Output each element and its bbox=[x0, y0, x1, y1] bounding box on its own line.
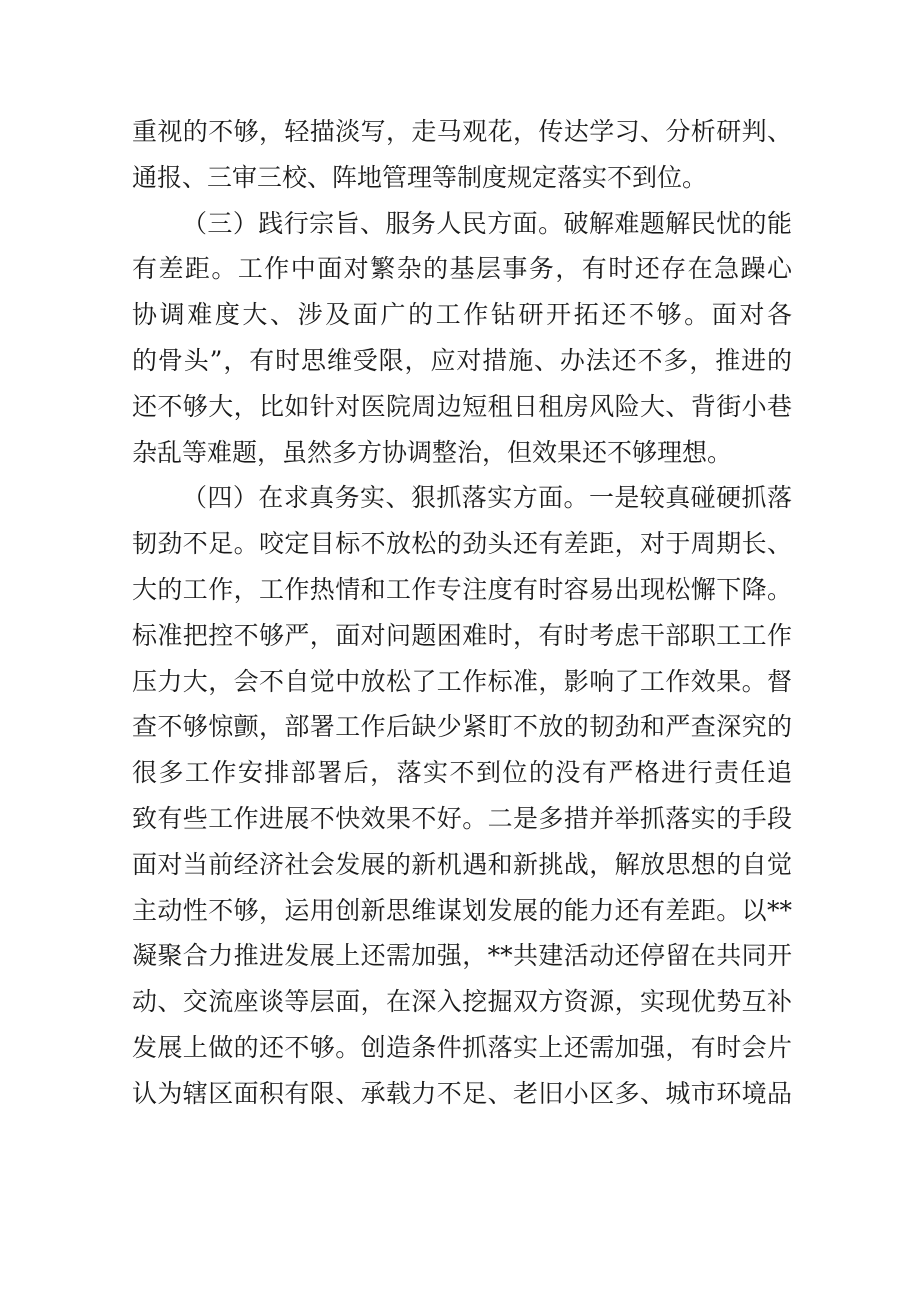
text-line: 大的工作，工作热情和工作专注度有时容易出现松懈下降。 bbox=[132, 574, 792, 604]
text-line: 认为辖区面积有限、承载力不足、老旧小区多、城市环境品 bbox=[132, 1078, 792, 1108]
text-line: 还不够大，比如针对医院周边短租日租房风险大、背街小巷 bbox=[132, 391, 792, 421]
text-line: 通报、三审三校、阵地管理等制度规定落实不到位。 bbox=[132, 162, 708, 192]
text-line: 杂乱等难题，虽然多方协调整治，但效果还不够理想。 bbox=[132, 437, 733, 467]
text-line: 面对当前经济社会发展的新机遇和新挑战，解放思想的自觉 bbox=[132, 849, 792, 879]
text-line: 压力大，会不自觉中放松了工作标准，影响了工作效果。督 bbox=[132, 666, 792, 696]
text-line: 动、交流座谈等层面，在深入挖掘双方资源，实现优势互补 bbox=[132, 987, 792, 1017]
text-line: 重视的不够，轻描淡写，走马观花，传达学习、分析研判、 bbox=[132, 117, 792, 146]
text-line: 主动性不够，运用创新思维谋划发展的能力还有差距。以** bbox=[132, 895, 792, 925]
document-body bbox=[132, 109, 792, 1117]
text-line: 有差距。工作中面对繁杂的基层事务，有时还存在急躁心 bbox=[132, 254, 792, 284]
paragraph-start-line: （三）践行宗旨、服务人民方面。破解难题解民忧的能 bbox=[182, 208, 792, 238]
text-line: 致有些工作进展不快效果不好。二是多措并举抓落实的手段 bbox=[132, 803, 792, 833]
text-line: 发展上做的还不够。创造条件抓落实上还需加强，有时会片 bbox=[132, 1032, 792, 1062]
paragraph-start-line: （四）在求真务实、狠抓落实方面。一是较真碰硬抓落 bbox=[182, 483, 792, 513]
text-line: 很多工作安排部署后，落实不到位的没有严格进行责任追 bbox=[132, 758, 792, 788]
text-line: 的骨头”，有时思维受限，应对措施、办法还不多，推进的 bbox=[132, 345, 792, 375]
text-line: 标准把控不够严，面对问题困难时，有时考虑干部职工工作 bbox=[132, 620, 792, 650]
text-line: 查不够惊颤，部署工作后缺少紧盯不放的韧劲和严查深究的 bbox=[132, 712, 792, 742]
text-line: 协调难度大、涉及面广的工作钻研开拓还不够。面对各 bbox=[132, 300, 792, 330]
text-line: 韧劲不足。咬定目标不放松的劲头还有差距，对于周期长、 bbox=[132, 529, 792, 559]
text-line: 凝聚合力推进发展上还需加强，**共建活动还停留在共同开 bbox=[132, 941, 792, 971]
